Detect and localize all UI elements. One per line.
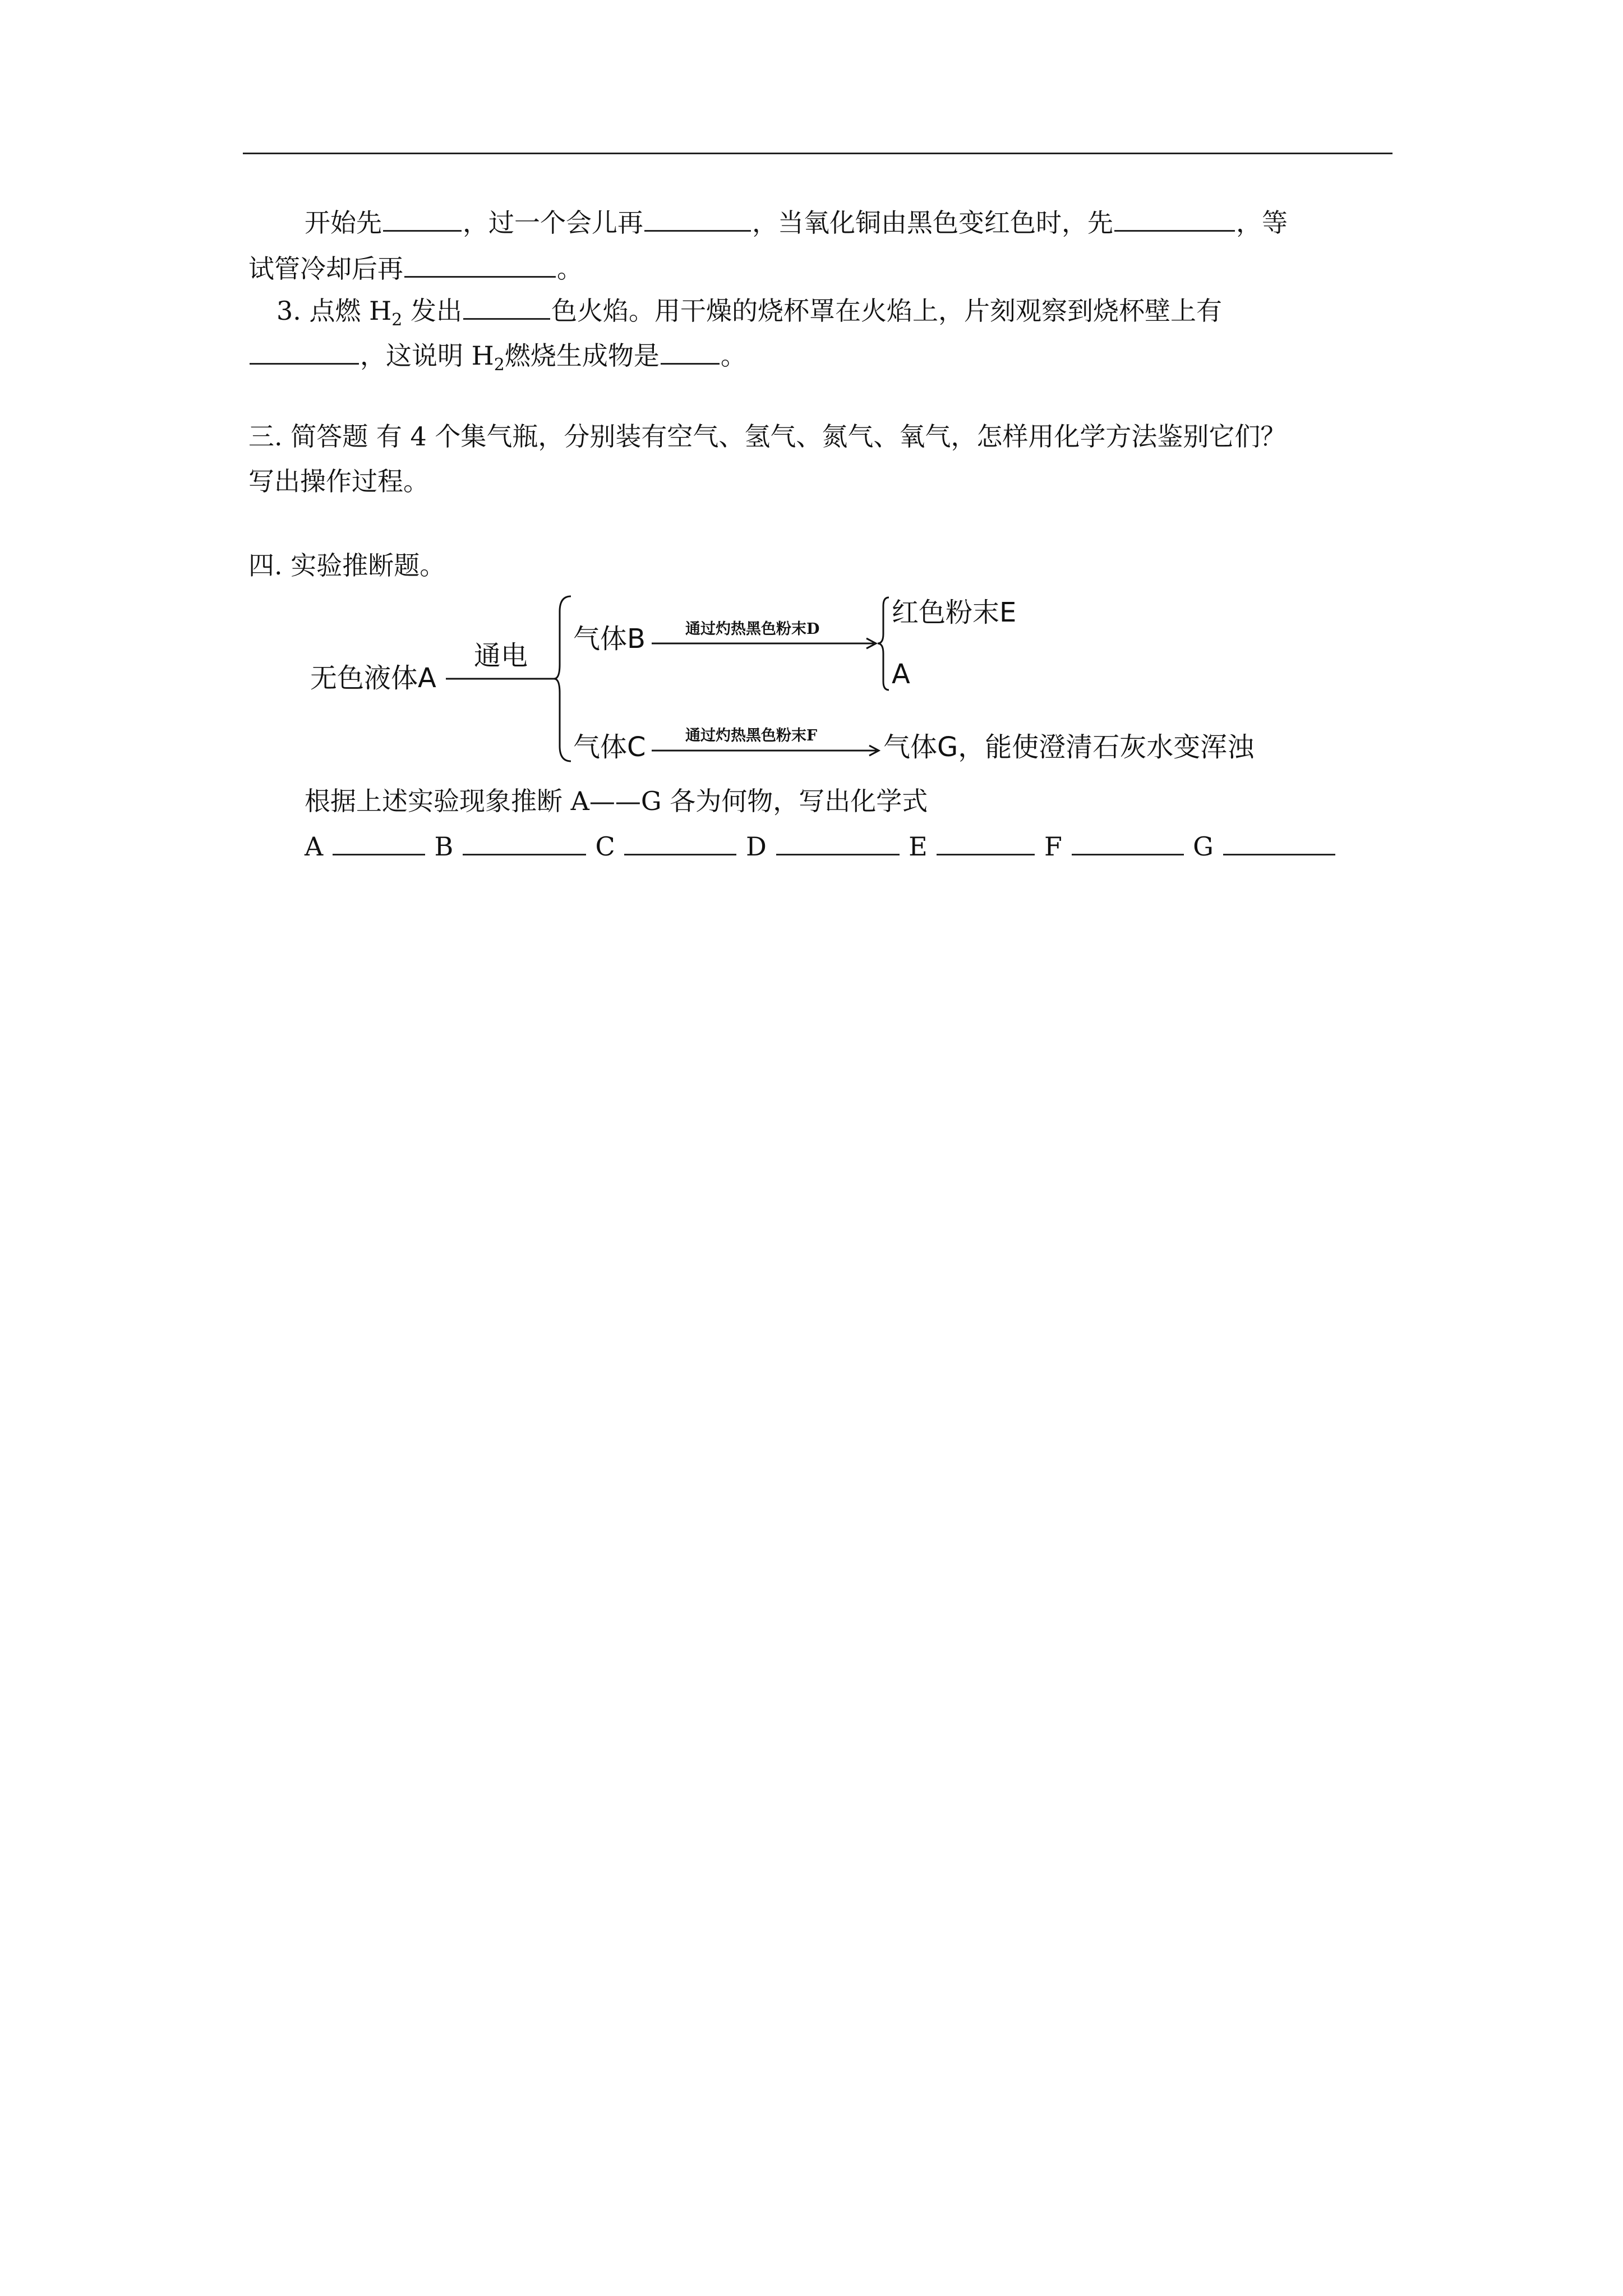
answer-label-a: A <box>305 831 324 862</box>
text: 。 <box>720 341 746 371</box>
red-powder-e-label: 红色粉末E <box>892 597 1017 628</box>
answer-label-c: C <box>595 831 615 862</box>
answer-blank-b[interactable] <box>463 829 586 855</box>
answer-blank-g[interactable] <box>1223 829 1335 855</box>
arrow-c-condition: 通过灼热黑色粉末F <box>685 727 818 744</box>
text: 发出 <box>410 296 462 326</box>
gas-b-label: 气体B <box>573 623 645 655</box>
text: ，等 <box>1236 208 1288 238</box>
start-substance-label: 无色液体A <box>310 662 436 694</box>
subscript: 2 <box>494 355 505 375</box>
product-a-label: A <box>892 659 910 690</box>
gas-g-label: 气体G，能使澄清石灰水变浑浊 <box>883 731 1255 763</box>
text: 燃烧生成物是 <box>504 341 660 371</box>
instruction-text: 根据上述实验现象推断 A——G 各为何物，写出化学式 <box>305 786 928 816</box>
section-heading: 三. 简答题 <box>248 421 368 452</box>
answer-blank-e[interactable] <box>937 829 1035 855</box>
text: 点燃 H <box>309 296 392 326</box>
gas-c-label: 气体C <box>573 731 646 763</box>
text: 色火焰。用干燥的烧杯罩在火焰上，片刻观察到烧杯壁上有 <box>551 296 1222 326</box>
text: 试管冷却后再 <box>248 254 403 284</box>
electrolysis-label: 通电 <box>474 640 528 671</box>
text: 。 <box>557 254 583 284</box>
answer-blank-a[interactable] <box>333 829 425 855</box>
answer-blank-c[interactable] <box>624 829 736 855</box>
answer-line <box>305 829 1336 863</box>
subscript: 2 <box>391 310 403 330</box>
instruction-line <box>305 784 928 818</box>
text: ，这说明 H <box>360 341 494 371</box>
answer-blank-f[interactable] <box>1072 829 1184 855</box>
text: ，当氧化铜由黑色变红色时，先 <box>752 208 1113 238</box>
product-brace <box>878 597 889 690</box>
arrow-b-condition: 通过灼热黑色粉末D <box>685 620 820 638</box>
answer-label-e: E <box>909 831 928 862</box>
text: 写出操作过程。 <box>248 466 429 496</box>
text: 开始先 <box>305 208 382 238</box>
section-heading: 四. 实验推断题。 <box>248 550 446 581</box>
answer-blank-d[interactable] <box>776 829 900 855</box>
question-number: 3. <box>276 296 301 326</box>
answer-label-f: F <box>1044 831 1062 862</box>
text: 有 4 个集气瓶，分别装有空气、氢气、氮气、氧气，怎样用化学方法鉴别它们？ <box>376 421 1287 452</box>
branch-brace <box>554 596 571 761</box>
answer-label-b: B <box>434 831 454 862</box>
text: ，过一个会儿再 <box>463 208 643 238</box>
answer-label-d: D <box>746 831 767 862</box>
answer-label-g: G <box>1193 831 1214 862</box>
